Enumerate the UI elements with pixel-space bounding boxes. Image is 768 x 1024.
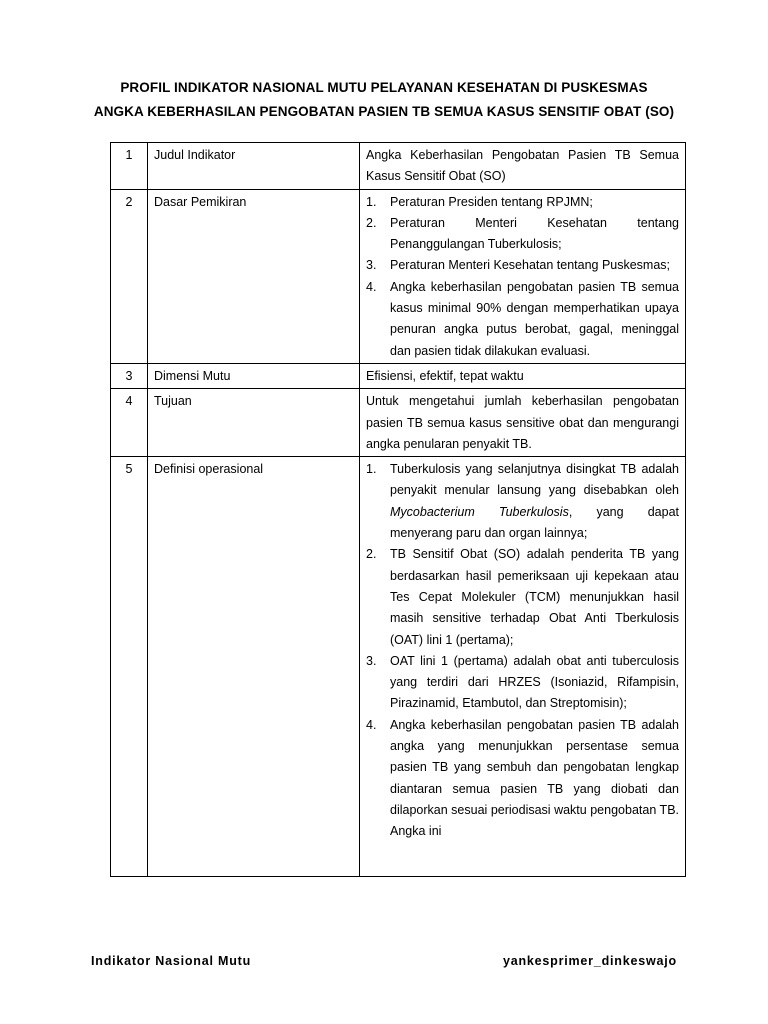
list-text: OAT lini 1 (pertama) adalah obat anti tuberculosis yang terdiri dari HRZES (Isoniazid, Rifampisin, Pirazinamid, Etambutol, dan Streptomisin); [390,653,679,711]
list-item [366,255,679,276]
row-value [360,143,686,190]
list-item [366,459,679,544]
list-number: 1. [366,194,377,209]
list-text: Angka keberhasilan pengobatan pasien TB semua kasus minimal 90% dengan memperhatikan upaya penuran angka putus berobat, gagal, meninggal dan pasien tidak dilakukan evaluasi. [390,279,679,358]
judul-value-text: Angka Keberhasilan Pengobatan Pasien TB Semua Kasus Sensitif Obat (SO) [366,148,679,184]
row-number: 5 [111,457,148,877]
row-label: Definisi operasional [148,457,360,877]
table-row-judul [111,143,686,190]
row-number: 1 [111,143,148,190]
table-row-definisi-operasional [111,457,686,877]
footer-left-text: Indikator Nasional Mutu [91,954,252,968]
dimensi-mutu-text: Efisiensi, efektif, tepat waktu [366,368,524,383]
table-row-tujuan [111,389,686,457]
list-number: 3. [366,258,377,273]
row-number: 3 [111,363,148,388]
footer-right-text: yankesprimer_dinkeswajo [502,954,677,968]
list-number: 2. [366,547,377,562]
document-title-line1: PROFIL INDIKATOR NASIONAL MUTU PELAYANAN KESEHATAN DI PUSKESMAS [120,80,648,95]
row-value [360,457,686,877]
list-number: 4. [366,717,377,732]
row-label: Dasar Pemikiran [148,189,360,363]
row-number: 4 [111,389,148,457]
list-text: TB Sensitif Obat (SO) adalah penderita TB yang berdasarkan hasil pemeriksaan uji kepekaan atau Tes Cepat Molekuler (TCM) menunjukkan hasil masih sensitive terhadap Obat Anti Tberkulosis (OAT) lini 1 (pertama); [390,547,679,647]
row-number: 2 [111,189,148,363]
list-text-part: Tuberkulosis yang selanjutnya disingkat TB adalah penyakit menular lansung yang disebabkan oleh [390,462,679,498]
list-number: 4. [366,279,377,294]
row-label: Tujuan [148,389,360,457]
list-item [366,715,679,843]
list-text: Angka keberhasilan pengobatan pasien TB adalah angka yang menunjukkan persentase semua pasien TB yang sembuh dan pengobatan lengkap diantaran semua pasien TB yang diobati dan dilaporkan sesuai periodisasi waktu pengobatan TB. Angka ini [390,717,679,839]
row-value [360,189,686,363]
list-item [366,277,679,362]
row-value [360,363,686,388]
list-text: Peraturan Presiden tentang RPJMN; [390,194,593,209]
list-text: Peraturan Menteri Kesehatan tentang Penanggulangan Tuberkulosis; [390,215,679,252]
list-item [366,651,679,715]
list-text: Peraturan Menteri Kesehatan tentang Puskesmas; [390,258,671,273]
table-row-dasar-pemikiran [111,189,686,363]
list-number: 3. [366,653,377,668]
italic-term: Mycobacterium Tuberkulosis [390,504,569,519]
tujuan-text: Untuk mengetahui jumlah keberhasilan pengobatan pasien TB semua kasus sensitive obat dan mengurangi angka penularan penyakit TB. [366,394,679,451]
row-value [360,389,686,457]
list-item [366,192,679,213]
list-text [390,459,679,544]
document-title-line2: ANGKA KEBERHASILAN PENGOBATAN PASIEN TB SEMUA KASUS SENSITIF OBAT (SO) [93,104,675,119]
list-item [366,544,679,650]
list-text-part: , yang dapat menyerang paru dan organ lainnya; [390,504,680,541]
list-number: 2. [366,215,377,230]
definisi-operasional-list [366,459,679,842]
row-label: Dimensi Mutu [148,363,360,388]
list-number: 1. [366,462,377,477]
row-label: Judul Indikator [148,143,360,190]
dasar-pemikiran-list [366,192,679,362]
indicator-profile-table [110,142,686,877]
table-row-dimensi-mutu [111,363,686,388]
list-item [366,213,679,256]
